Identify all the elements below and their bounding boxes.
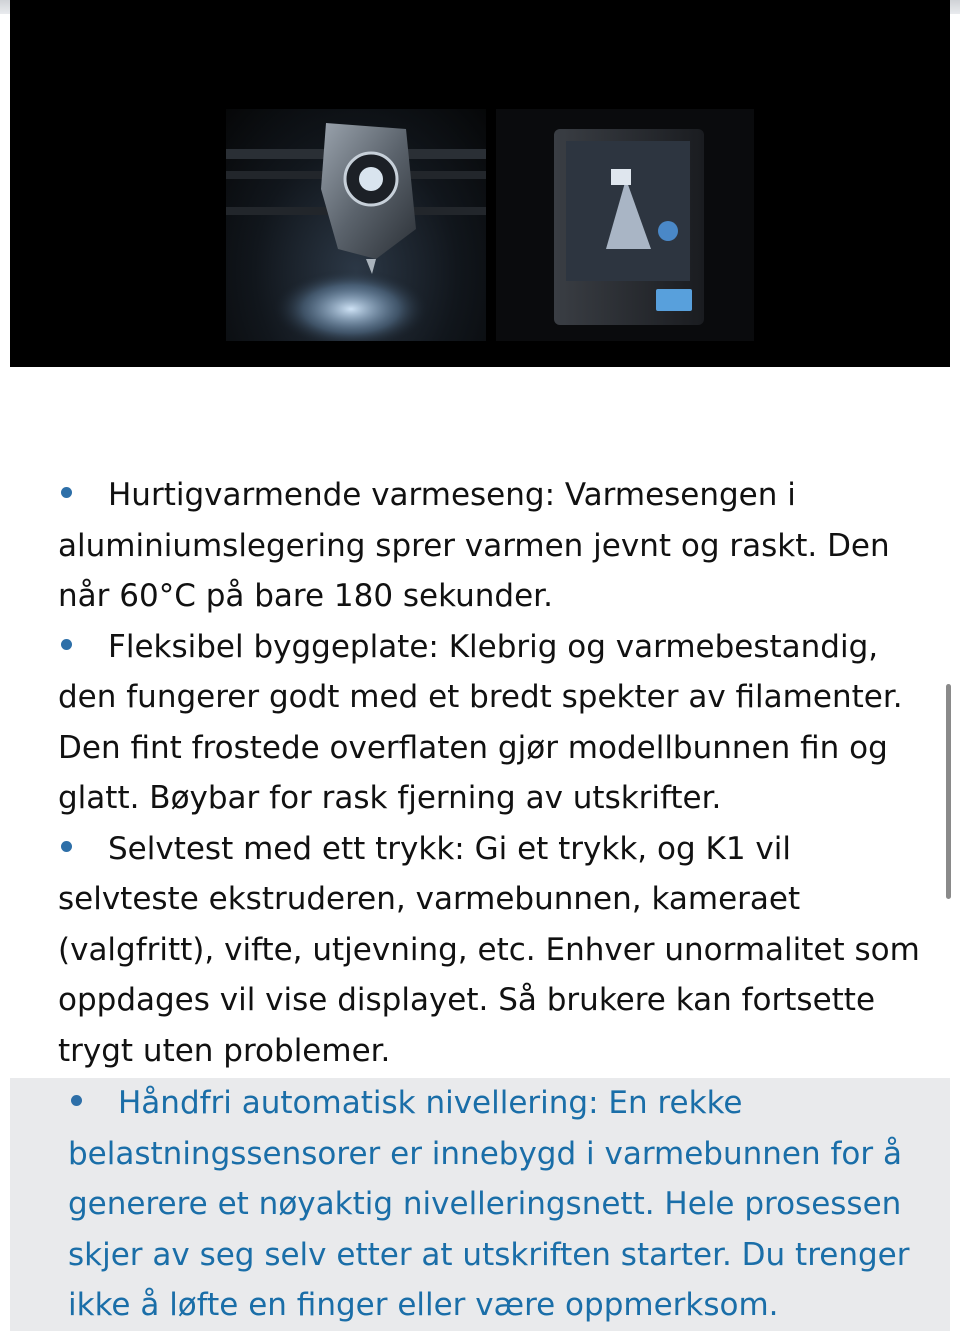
feature-text: Fleksibel byggeplate: Klebrig og varmebestandig, den fungerer godt med et bredt spekter av filamenter. Den fint frostede overflaten gjør modellbunnen fin og glatt. Bøybar for rask fjerning av utskrifter. [58,628,903,816]
feature-item-self-test [58,824,938,1077]
scrollbar[interactable] [946,684,951,899]
feature-item-build-plate [58,622,938,824]
feature-list [0,470,960,1331]
highlighted-feature-box [10,1078,950,1331]
feature-item-auto-leveling [68,1078,942,1331]
bullet-icon [61,841,72,852]
feature-item-heatbed [58,470,938,622]
feature-text: Håndfri automatisk nivellering: En rekke belastningssensorer er innebygd i varmebunnen for å generere et nøyaktig nivelleringsnett. Hele prosessen skjer av seg selv etter at utskriften starter. Du trenger ikke å løfte en finger eller være oppmerksom. [68,1085,910,1323]
bullet-icon [71,1095,82,1106]
feature-text: Hurtigvarmende varmeseng: Varmesengen i aluminiumslegering sprer varmen jevnt og raskt. Den når 60°C på bare 180 sekunder. [58,477,890,614]
extruder-hotend-image [226,109,486,341]
bullet-icon [61,487,72,498]
printer-illustration [496,109,754,341]
product-banner [10,0,950,367]
3d-printer-k1-image [496,109,754,341]
bullet-icon [61,639,72,650]
feature-text: Selvtest med ett trykk: Gi et trykk, og K1 vil selvteste ekstruderen, varmebunnen, kameraet (valgfritt), vifte, utjevning, etc. Enhver unormalitet som oppdages vil vise displayet. Så brukere kan fortsette trygt uten problemer. [58,830,920,1069]
extruder-illustration [226,109,486,341]
